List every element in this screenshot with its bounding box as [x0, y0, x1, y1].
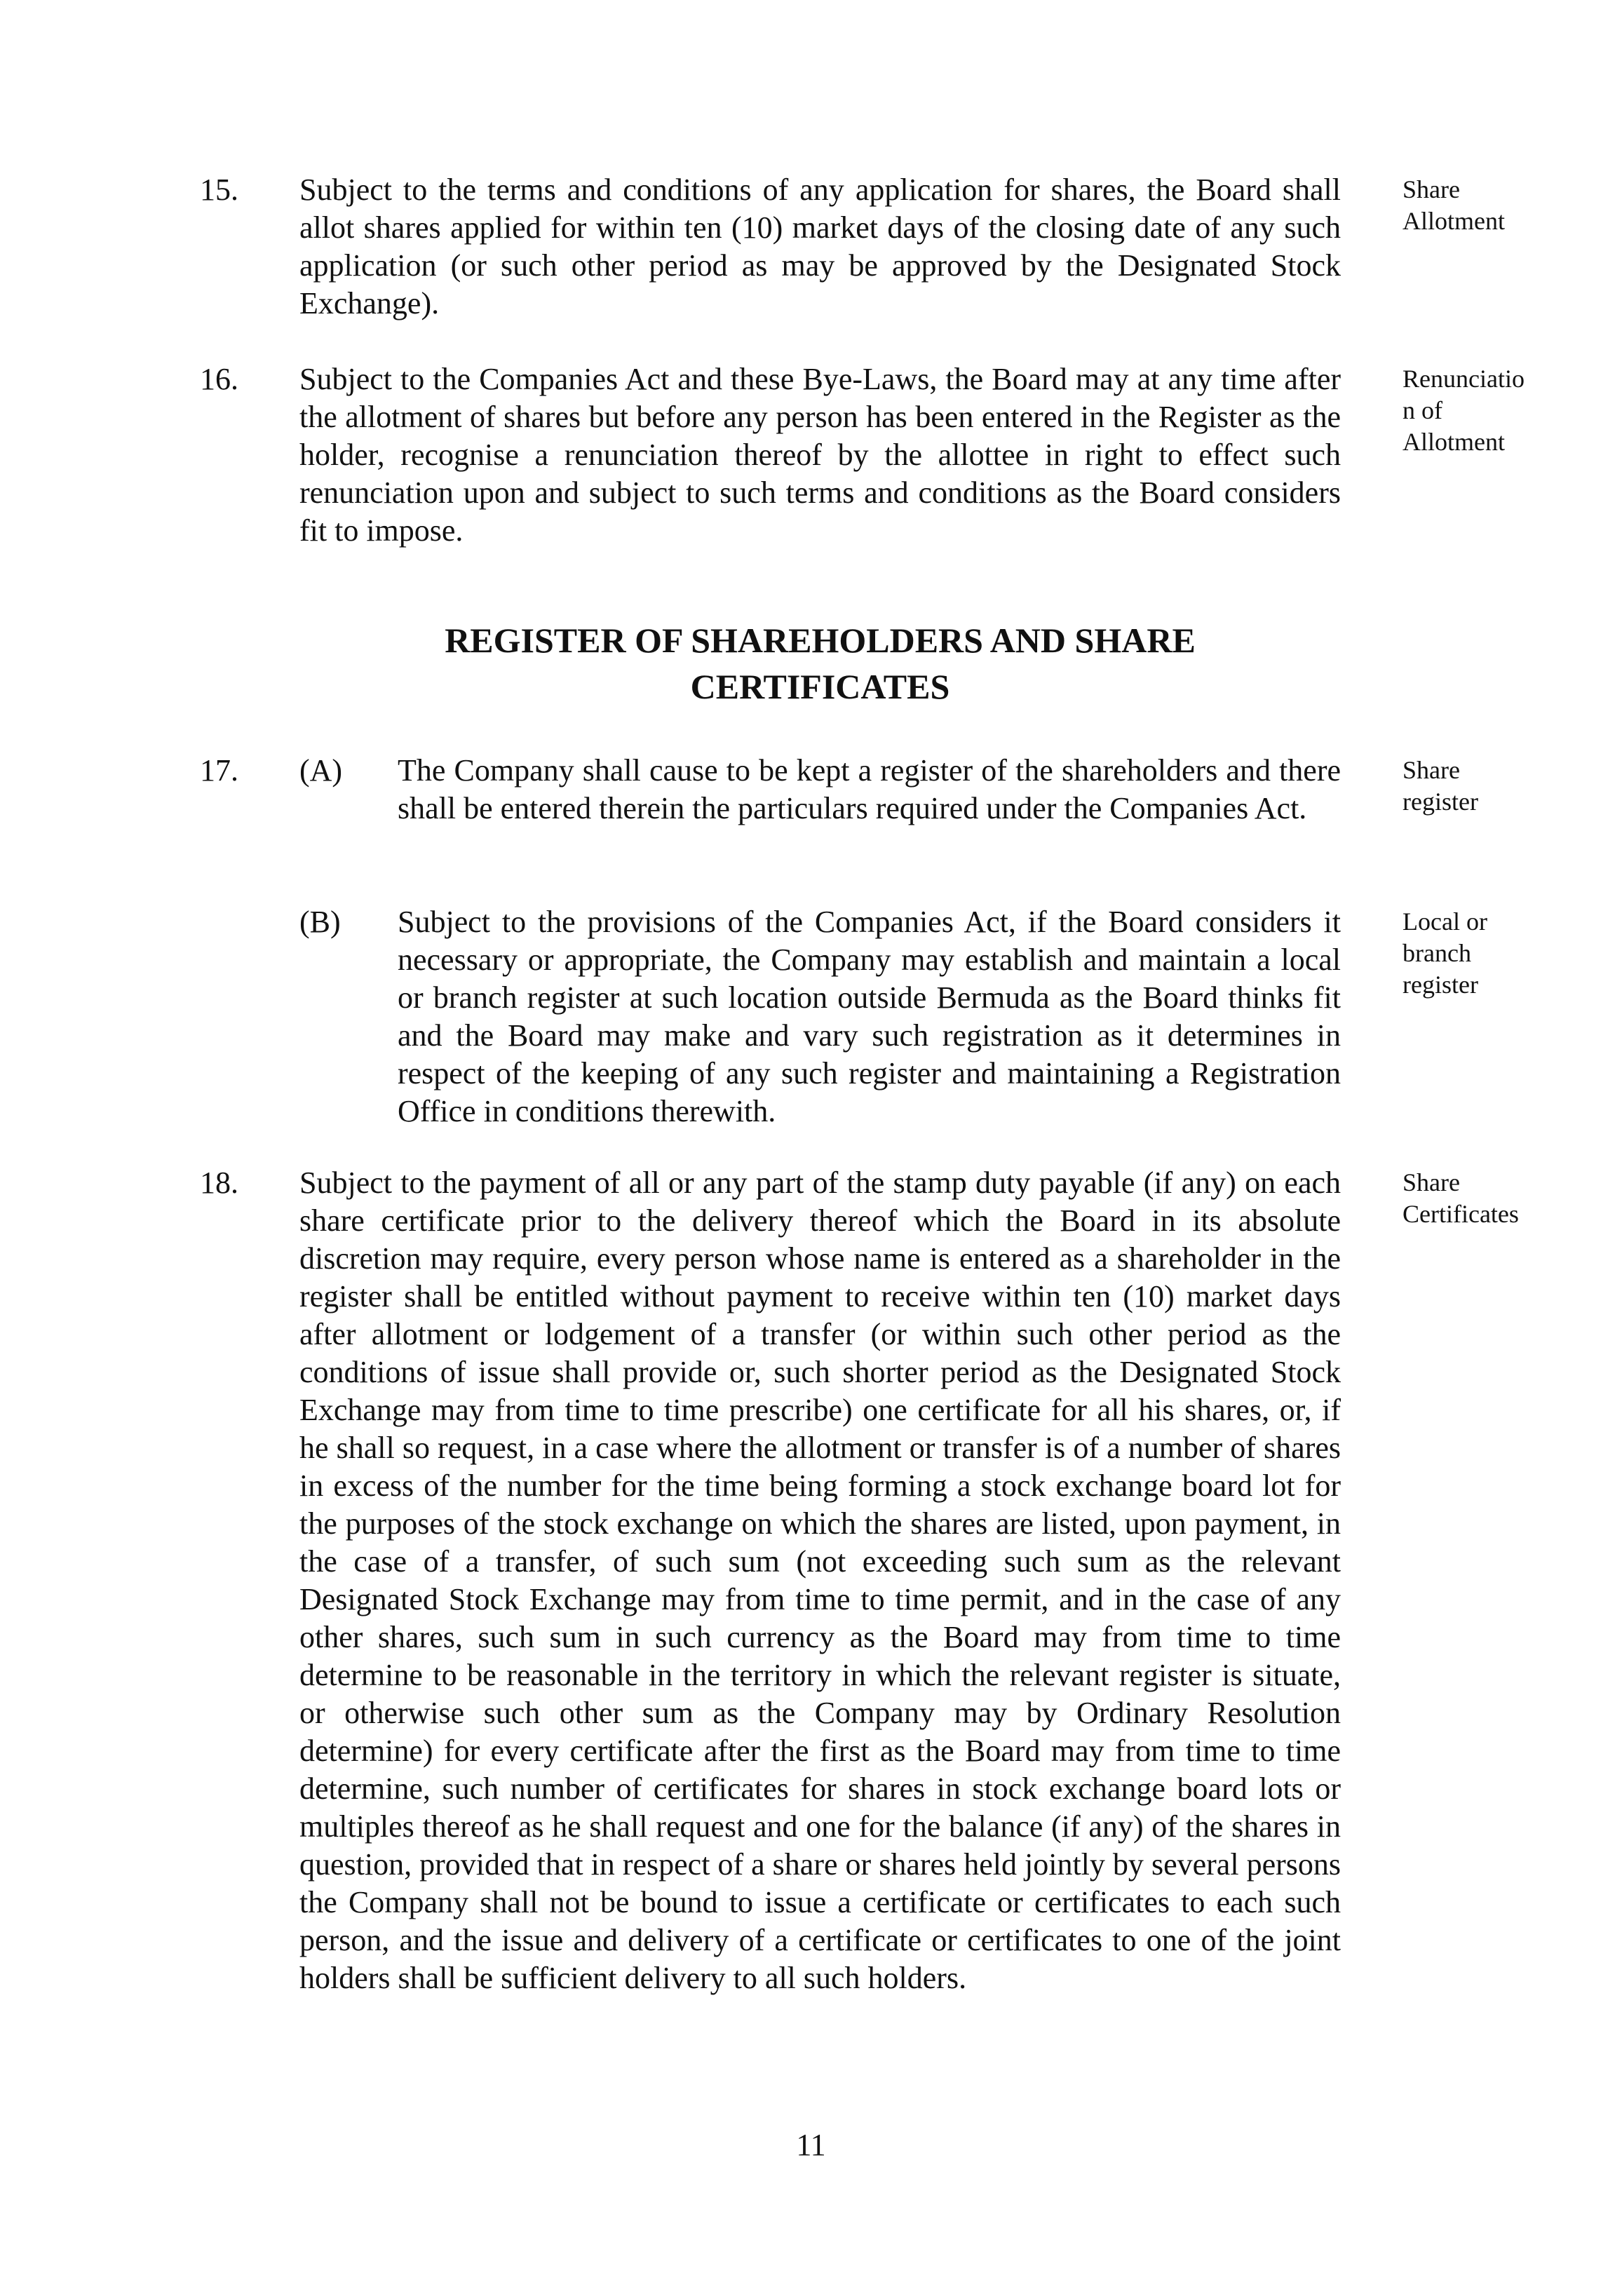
page-number: 11 — [796, 2128, 826, 2162]
clause-number: 17. — [200, 753, 238, 788]
margin-note: Share register — [1403, 756, 1478, 816]
clause-text: Subject to the payment of all or any part of the stamp duty payable (if any) on each share certificate prior to the delivery thereof which the Board in its absolute discretion may require, every person whose name is entered as a shareholder in the register shall be entitled without payment to receive within ten (10) market days after allotment or lodgement of a transfer (or within such other period as the conditions of issue shall provide or, such shorter period as the Designated Stock Exchange may from time to time prescribe) one certificate for all his shares, or, if he shall so request, in a case where the allotment or transfer is of a number of shares in excess of the number for the time being forming a stock exchange board lot for the purposes of the stock exchange on which the shares are listed, upon payment, in the case of a transfer, of such sum (not exceeding such sum as the relevant Designated Stock Exchange may from time to time permit, and in the case of any other shares, such sum in such currency as the Board may from time to time determine to be reasonable in the territory in which the relevant register is situate, or otherwise such other sum as the Company may by Ordinary Resolution determine) for every certificate after the first as the Board may from time to time determine, such number of certificates for shares in stock exchange board lots or multiples thereof as he shall request and one for the balance (if any) of the shares in question, provided that in respect of a share or shares held jointly by several persons the Company shall not be bound to issue a certificate or certificates to each such person, and the issue and delivery of a certificate or certificates to one of the joint holders shall be sufficient delivery to all such holders. — [299, 1166, 1341, 1995]
subclause-text-b: Subject to the provisions of the Companies Act, if the Board considers it necessary or appropriate, the Company may establish and maintain a local or branch register at such location outside Bermuda as the Board thinks fit and the Board may make and vary such registration as it determines in respect of the keeping of any such register and maintaining a Registration Office in conditions therewith. — [398, 905, 1341, 1128]
margin-note: Local or branch register — [1403, 907, 1487, 999]
section-heading: REGISTER OF SHAREHOLDERS AND SHARE CERTIFICATES — [445, 621, 1196, 706]
clause-text: Subject to the terms and conditions of any application for shares, the Board shall allot shares applied for within ten (10) market days of the closing date of any such application (or such other period as may be approved by the Designated Stock Exchange). — [299, 173, 1341, 320]
subclause-label-a: (A) — [299, 753, 343, 788]
clause-text: Subject to the Companies Act and these Bye-Laws, the Board may at any time after the allotment of shares but before any person has been entered in the Register as the holder, recognise a renunciation thereof by the allottee in right to effect such renunciation upon and subject to such terms and conditions as the Board considers fit to impose. — [299, 362, 1341, 548]
margin-note: Renunciatio n of Allotment — [1403, 365, 1525, 456]
clause-number: 18. — [200, 1166, 238, 1200]
subclause-label-b: (B) — [299, 905, 341, 939]
subclause-text-a: The Company shall cause to be kept a register of the shareholders and there shall be entered therein the particulars required under the Companies Act. — [398, 753, 1341, 825]
clause-number: 15. — [200, 173, 238, 207]
clause-number: 16. — [200, 362, 238, 396]
margin-note: Share Allotment — [1403, 175, 1505, 235]
margin-note: Share Certificates — [1403, 1168, 1519, 1228]
